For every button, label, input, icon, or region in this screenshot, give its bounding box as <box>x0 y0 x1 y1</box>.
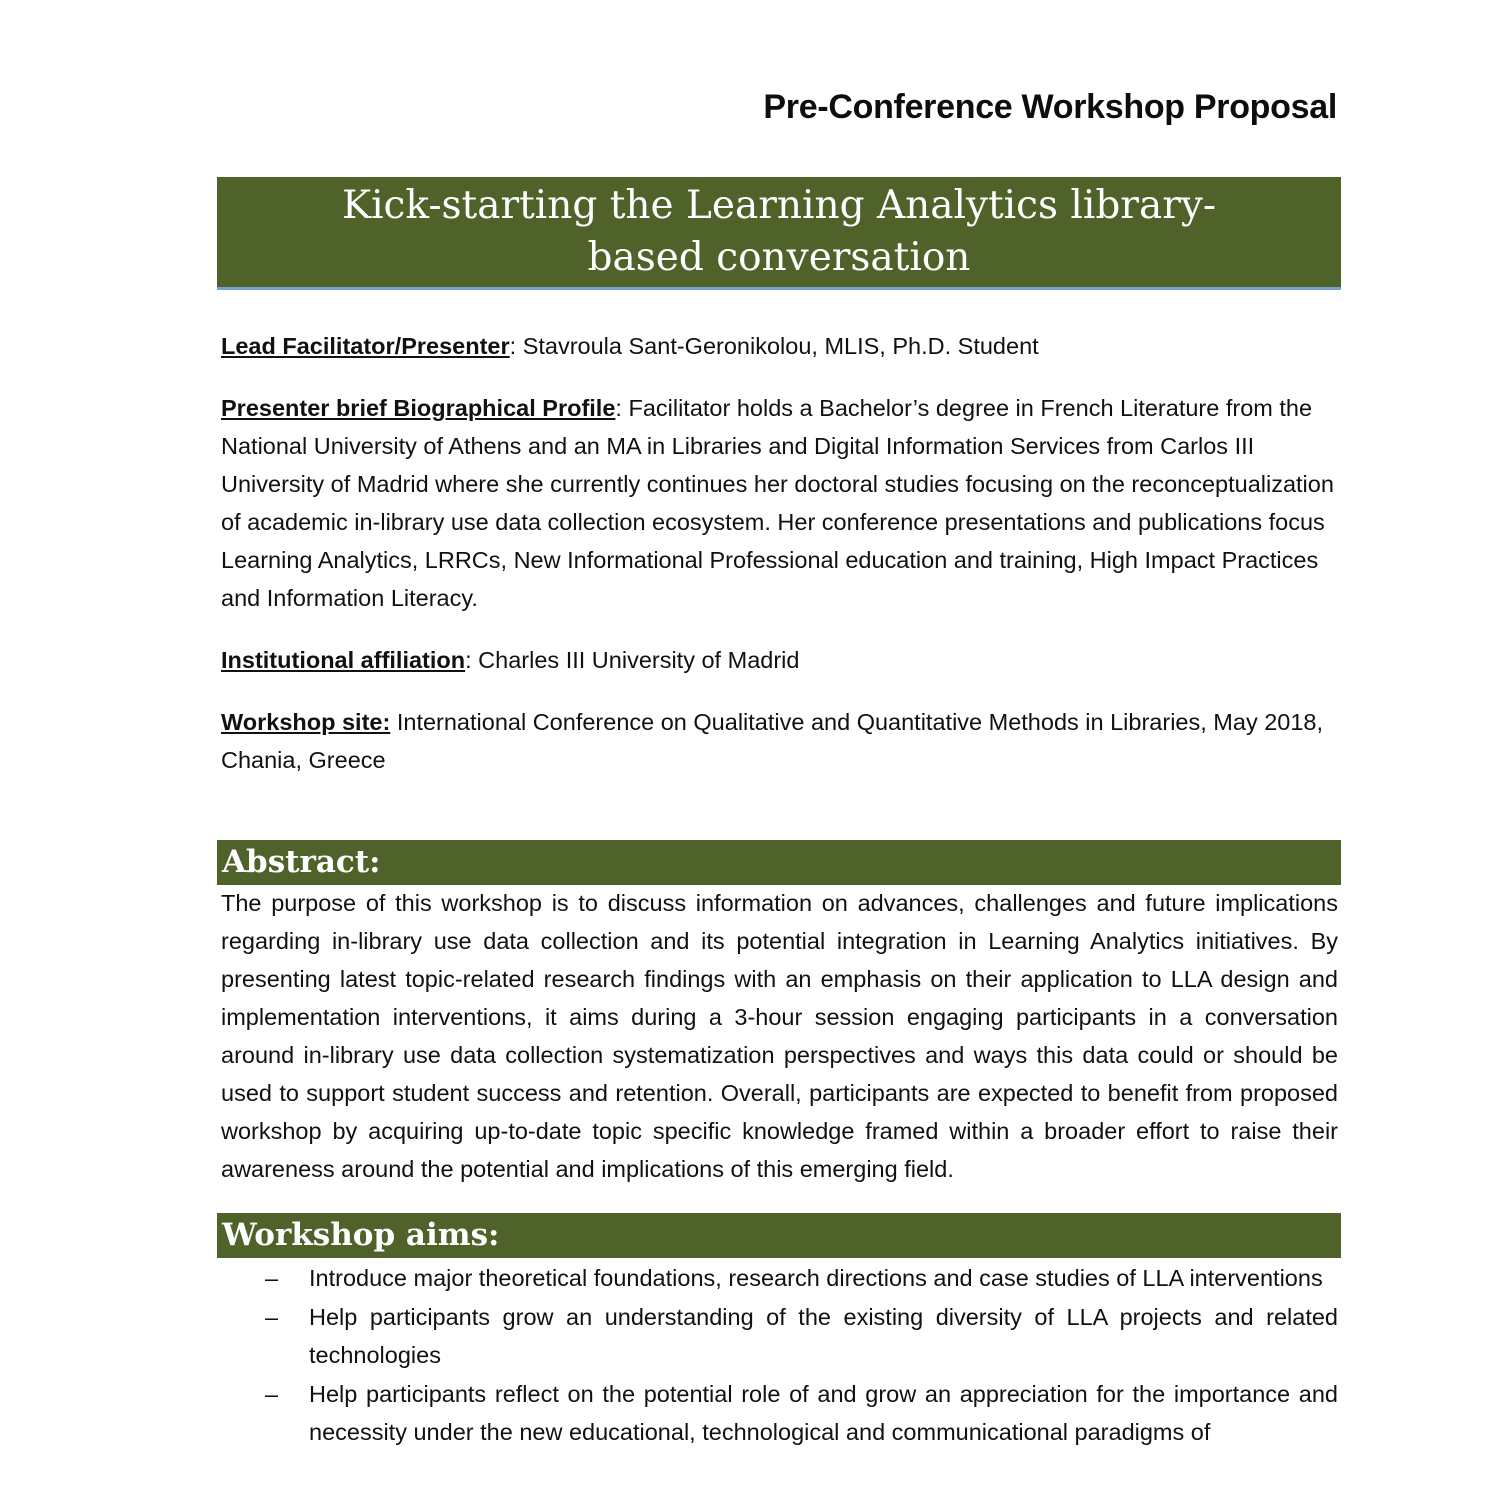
list-item <box>221 1375 1338 1451</box>
dash-bullet-icon: – <box>265 1381 279 1407</box>
bio-profile-label: Presenter brief Biographical Profile <box>221 395 616 421</box>
workshop-site-field <box>221 703 1339 779</box>
lead-facilitator-field <box>221 327 1339 365</box>
affiliation-value: : Charles III University of Madrid <box>465 647 800 673</box>
abstract-heading: Abstract: <box>217 840 1341 885</box>
title-banner <box>217 177 1341 290</box>
workshop-site-label: Workshop site: <box>221 709 391 735</box>
abstract-body: The purpose of this workshop is to discuss information on advances, challenges and future implications regarding in-library use data collection and its potential integration in Learning Analytics initiatives. By presenting latest topic-related research findings with an emphasis on their application to LLA design and implementation interventions, it aims during a 3-hour session engaging participants in a conversation around in-library use data collection systematization perspectives and ways this data could or should be used to support student success and retention. Overall, participants are expected to benefit from proposed workshop by acquiring up-to-date topic specific knowledge framed within a broader effort to raise their awareness around the potential and implications of this emerging field. <box>221 890 1338 1182</box>
bio-profile-value: : Facilitator holds a Bachelor’s degree in French Literature from the National University of Athens and an MA in Libraries and Digital Information Services from Carlos III University of Madrid where she currently continues her doctoral studies focusing on the reconceptualization of academic in-library use data collection ecosystem. Her conference presentations and publications focus Learning Analytics, LRRCs, New Informational Professional education and training, High Impact Practices and Information Literacy. <box>221 395 1334 611</box>
list-item <box>221 1298 1338 1374</box>
document-title: Kick-starting the Learning Analytics library-based conversation <box>341 183 1217 280</box>
aim-text: Help participants reflect on the potential role of and grow an appreciation for the importance and necessity under the new educational, technological and communicational paradigms of <box>309 1381 1338 1445</box>
workshop-aims-list <box>221 1259 1338 1452</box>
workshop-site-value: International Conference on Qualitative and Quantitative Methods in Libraries, May 2018, Chania, Greece <box>221 709 1324 773</box>
dash-bullet-icon: – <box>265 1265 279 1291</box>
document-header: Pre-Conference Workshop Proposal <box>763 88 1337 126</box>
aim-text: Help participants grow an understanding of the existing diversity of LLA projects and related technologies <box>309 1304 1338 1368</box>
list-item <box>221 1259 1338 1297</box>
aim-text: Introduce major theoretical foundations, research directions and case studies of LLA interventions <box>309 1265 1323 1291</box>
workshop-aims-heading: Workshop aims: <box>217 1213 1341 1258</box>
dash-bullet-icon: – <box>265 1304 279 1330</box>
lead-facilitator-value: : Stavroula Sant-Geronikolou, MLIS, Ph.D. Student <box>509 333 1039 359</box>
affiliation-label: Institutional affiliation <box>221 647 466 673</box>
bio-profile-field <box>221 389 1339 617</box>
affiliation-field <box>221 641 1339 679</box>
lead-facilitator-label: Lead Facilitator/Presenter <box>221 333 510 359</box>
